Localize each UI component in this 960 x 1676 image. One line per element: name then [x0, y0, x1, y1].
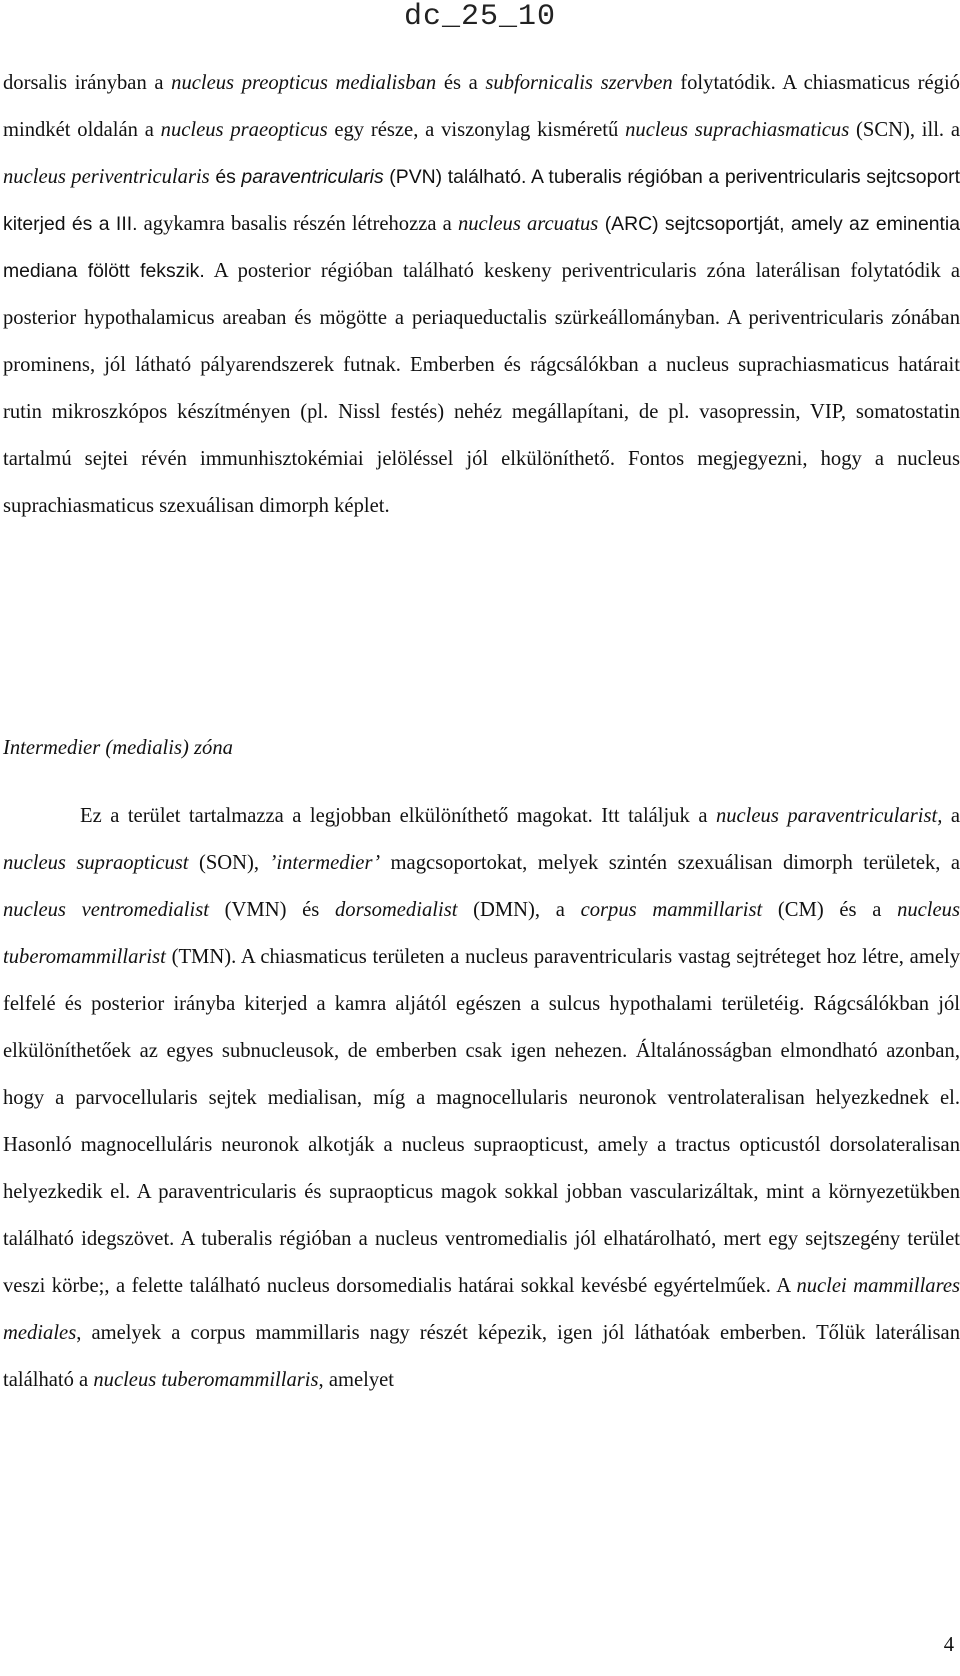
italic-term: nucleus supraopticust — [3, 851, 189, 874]
text-run: (SON), — [188, 851, 270, 874]
document-code-header: dc_25_10 — [403, 0, 557, 34]
italic-term: ’intermedier’ — [269, 851, 381, 874]
text-run: (ARC) sejtcsoportját, amely az eminentia mediana fölött fekszik. — [3, 213, 960, 282]
italic-term: nucleus periventricularis — [3, 166, 210, 188]
text-run: és a — [436, 72, 486, 94]
paragraph-2 — [3, 772, 960, 1424]
text-run: dorsalis irányban a — [3, 72, 172, 94]
text-run: folytatódik. A chiasmaticus régió mindkét oldalán a — [3, 72, 960, 141]
italic-term: paraventricularis — [241, 166, 384, 188]
text-run: , amelyek a corpus mammillaris nagy részét képezik, igen jól láthatóak emberben. Tőlük laterálisan található a — [3, 1321, 960, 1391]
text-run: (SCN), ill. a — [849, 119, 960, 141]
text-run: (TMN). A chiasmaticus területen a nucleus paraventricularis vastag sejtréteget hoz létre, amely felfelé és posterior irányba kiterjed a kamra aljától egészen a sulcus hypothalami területéig. Rágcsálókban jól elkülöníthetőek az egyes subnucleusok, de emberben csak igen nehezen. Általánosságban elmondható azonban, hogy a parvocellularis sejtek medialisan, míg a magnocellularis neuronok ventrolateralisan helyezkednek el. Hasonló magnocelluláris neuronok alkotják a nucleus supraopticust, amely a tractus opticustól dorsolateralisan helyezkedik el. A paraventricularis és supraopticus magok sokkal jobban vascularizáltak, mint a környezetükben található idegszövet. A tuberalis régióban a nucleus ventromedialis jól elhatárolható, mert egy sejtszegény terület veszi körbe;, a felette található nucleus dorsomedialis határai sokkal kevésbé egyértelműek. A — [3, 945, 960, 1297]
text-run: egy része, a viszonylag kisméretű — [327, 119, 626, 141]
text-run: (DMN), a — [457, 898, 581, 921]
italic-term: corpus mammillarist — [580, 898, 763, 921]
italic-term: nucleus tuberomammillarist — [3, 898, 960, 968]
text-run: Ez a terület tartalmazza a legjobban elkülöníthető magokat. Itt találjuk a — [80, 804, 716, 827]
text-run: , amelyet — [318, 1368, 395, 1391]
italic-term: nucleus tuberomammillaris — [93, 1368, 319, 1391]
italic-term: nucleus praeopticus — [160, 119, 328, 141]
italic-term: subfornicalis szervben — [485, 72, 673, 94]
text-run: A posterior régióban található keskeny periventricularis zóna laterálisan folytatódik a posterior hypothalamicus areaban és mögötte a periaqueductalis szürkeállományban. A periventricularis zónában prominens, jól látható pályarendszerek futnak. Emberben és rágcsálókban a nucleus suprachiasmaticus határait rutin mikroszkópos készítményen (pl. Nissl festés) nehéz megállapítani, de pl. vasopressin, VIP, somatostatin tartalmú sejtei révén immunhisztokémiai jelöléssel jól elkülöníthető. Fontos megjegyezni, hogy a nucleus suprachiasmaticus szexuálisan dimorph képlet. — [3, 260, 960, 517]
page-number: 4 — [943, 1634, 954, 1656]
text-run: (VMN) és — [208, 898, 335, 921]
text-run: (PVN) található. A tuberalis régióban a periventricularis sejtcsoport kiterjed és a III. — [3, 166, 960, 235]
text-run: magcsoportokat, melyek szintén szexuálisan dimorph területek, a — [380, 851, 960, 874]
italic-term: nucleus suprachiasmaticus — [625, 119, 850, 141]
italic-term: nuclei mammillares mediales — [3, 1274, 960, 1344]
section-heading: Intermedier (medialis) zóna — [3, 737, 233, 759]
text-run: a — [942, 804, 960, 827]
italic-term: nucleus arcuatus — [457, 213, 599, 235]
paragraph-1 — [3, 60, 960, 530]
italic-term: nucleus ventromedialist — [3, 898, 209, 921]
text-run: (CM) és a — [762, 898, 898, 921]
text-run: és — [209, 166, 242, 188]
text-run: agykamra basalis részén létrehozza a — [137, 213, 458, 235]
italic-term: dorsomedialist — [335, 898, 458, 921]
italic-term: nucleus preopticus medialisban — [171, 72, 437, 94]
italic-term: nucleus paraventricularist, — [715, 804, 943, 827]
